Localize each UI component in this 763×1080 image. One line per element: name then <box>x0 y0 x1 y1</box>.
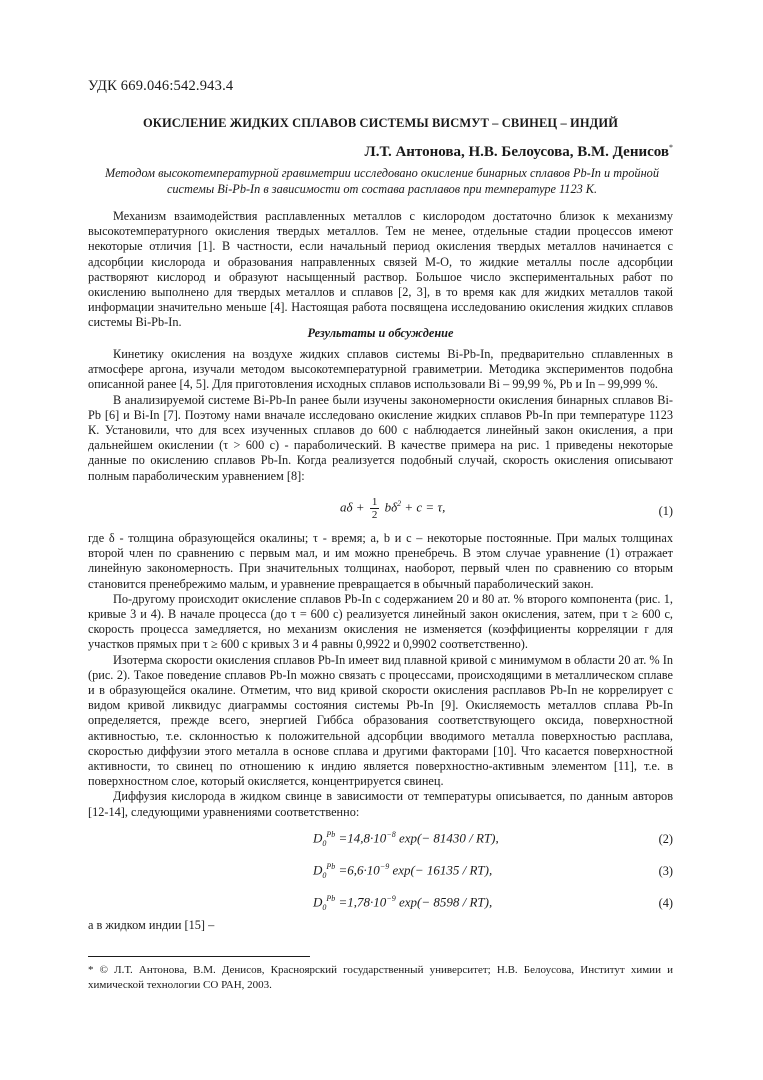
equation-1: aδ + $\frac{1}{2}$ $b\delta^2 + c = \tau$, <box>340 496 446 521</box>
intro-paragraph: Механизм взаимодействия расплавленных металлов с кислородом достаточно близок к механизму высокотемпературного окисления твердых металлов. Тем не менее, отдельные стадии процессов имеют некоторые отличия [1]. В частности, если начальный период окисления твердых металлов начинается с адсорбции кислорода и образования направленных связей M-O, то жидкие металлы после адсорбции растворяют кислород и образуют насыщенный раствор. Большое число экспериментальных работ по окислению выполнено для твердых металлов и сплавов [2, 3], в то время как для жидких металлов такой информации значительно меньше [4]. Настоящая работа посвящена исследованию окисления жидких сплавов системы Bi-Pb-In. <box>88 209 673 330</box>
results-block-2 <box>88 531 673 820</box>
paper-title: ОКИСЛЕНИЕ ЖИДКИХ СПЛАВОВ СИСТЕМЫ ВИСМУТ – СВИНЕЦ – ИНДИЙ <box>142 116 619 130</box>
udk-code: УДК 669.046:542.943.4 <box>88 78 234 94</box>
abstract: Методом высокотемпературной гравиметрии исследовано окисление бинарных сплавов Pb-In и тройной системы Bi-Pb-In в зависимости от состава расплавов при температуре 1123 К. <box>105 166 659 196</box>
results-block-1 <box>88 347 673 484</box>
equation-4-number: (4) <box>658 896 673 910</box>
footnote: * © Л.Т. Антонова, В.М. Денисов, Красноярский государственный университет; Н.В. Белоусова, Институт химии и химической технологии СО РАН, 2003. <box>88 964 673 991</box>
author-names: Л.Т. Антонова, Н.В. Белоусова, В.М. Денисов <box>364 144 669 160</box>
equation-3-number: (3) <box>658 864 673 878</box>
section-heading: Результаты и обсуждение <box>307 326 454 340</box>
paragraph-4: По-другому происходит окисление сплавов Pb-In с содержанием 20 и 80 ат. % второго компонента (рис. 1, кривые 3 и 4). В начале процесса (до τ = 600 с) реализуется линейный закон окисления, затем, при τ ≥ 600 с, скорость процесса замедляется, но механизм окисления не изменяется (коэффициенты корреляции r для участков прямых при τ ≥ 600 с кривых 3 и 4 равны 0,9922 и 0,9902 соответственно). <box>88 591 673 652</box>
author-footnote-mark: * <box>669 143 673 152</box>
paragraph-3: где δ - толщина образующейся окалины; τ - время; a, b и c – некоторые постоянные. При малых толщинах второй член по сравнению с первым мал, и им можно пренебречь. В этом случае уравнение (1) отражает линейную закономерность. При значительных толщинах, наоборот, первый член по сравнению со вторым становится пренебрежимо малым, и уравнение превращается в обычный параболический закон. <box>88 531 673 591</box>
indium-line: а в жидком индии [15] – <box>88 918 215 932</box>
paragraph-2: В анализируемой системе Bi-Pb-In ранее были изучены закономерности окисления бинарных сплавов Bi-Pb [6] и Bi-In [7]. Поэтому нами вначале исследовано окисление жидких сплавов Pb-In при температуре 1123 К. Установили, что для всех изученных сплавов до 600 с наблюдается линейный закон окисления, а при дальнейшем окислении (τ > 600 с) - параболический. В качестве примера на рис. 1 приведены некоторые данные по окислению сплавов Pb-In. Когда реализуется подобный случай, скорость окисления описывают полным параболическим уравнением [8]: <box>88 392 673 483</box>
intro-section <box>88 209 673 331</box>
authors <box>365 143 673 161</box>
equation-2-number: (2) <box>658 832 673 846</box>
equation-2: $D_0^{Pb} =14,8\cdot 10^{-8}$ exp(− 81430 / RT), <box>313 830 499 848</box>
equation-3: $D_0^{Pb} =6,6\cdot 10^{-9}$ exp(− 16135 / RT), <box>313 862 493 880</box>
paragraph-1: Кинетику окисления на воздухе жидких сплавов системы Bi-Pb-In, предварительно сплавленных в атмосфере аргона, изучали методом высокотемпературной гравиметрии. Методика экспериментов подобна описанной ранее [4, 5]. Для приготовления исходных сплавов использовали Bi – 99,99 %, Pb и In – 99,999 %. <box>88 347 673 392</box>
paragraph-5: Изотерма скорости окисления сплавов Pb-In имеет вид плавной кривой с минимумом в области 20 ат. % In (рис. 2). Такое поведение сплавов Pb-In можно связать с процессами, происходящими в металлическом сплаве и в образующейся окалине. Отметим, что вид кривой скорости окисления расплавов Pb-In не коррелирует с видом кривой ликвидус диаграммы состояния системы Pb-In [9]. Окисляемость металлов сплава Pb-In определяется, прежде всего, энергией Гиббса образования соответствующего оксида, поверхностной активностью, т.е. склонностью к положительной адсорбции вводимого металла поверхностью расплава, скоростью диффузии этого металла в основе сплава и другими факторами [10]. Что касается поверхностной активности, то свинец по отношению к индию является поверхностно-активным элементом [11], т.е. в поверхностном слое, который окисляется, концентрируется свинец. <box>88 652 673 789</box>
equation-1-number: (1) <box>658 504 673 518</box>
footnote-divider <box>88 956 310 957</box>
equation-4: $D_0^{Pb} =1,78\cdot 10^{-9}$ exp(− 8598 / RT), <box>313 894 493 912</box>
paragraph-6: Диффузия кислорода в жидком свинце в зависимости от температуры описывается, по данным авторов [12-14], следующими уравнениями соответственно: <box>88 789 673 819</box>
